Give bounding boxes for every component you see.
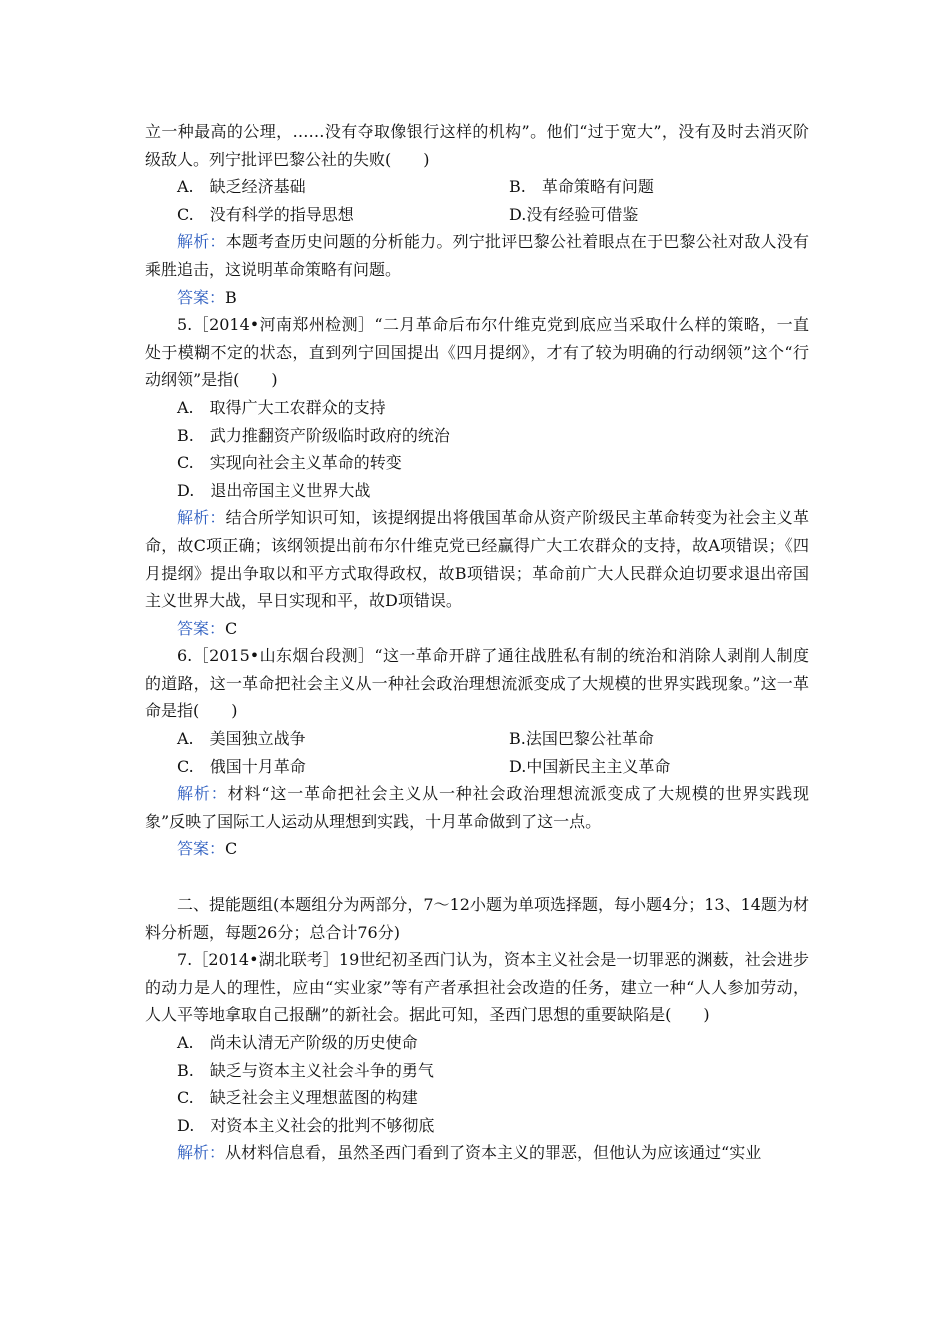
- q4-answer: [145, 284, 809, 312]
- q7-stem: 7.［2014•湖北联考］19世纪初圣西门认为，资本主义社会是一切罪恶的渊薮，社会进步的动力是人的理性，应由“实业家”等有产者承担社会改造的任务，建立一种“人人参加劳动，人人平等地拿取自己报酬”的新社会。据此可知，圣西门思想的重要缺陷是( ): [145, 950, 809, 1025]
- analysis-label: 解析：: [177, 232, 226, 252]
- q6-options-row-1: [145, 725, 809, 753]
- q4-option-c: C. 没有科学的指导思想: [177, 204, 354, 224]
- q6-options-row-2: [145, 753, 809, 781]
- q7-option-d: D. 对资本主义社会的批判不够彻底: [177, 1115, 435, 1135]
- answer-label: 答案：: [177, 287, 226, 307]
- q4-analysis-text: 本题考查历史问题的分析能力。列宁批评巴黎公社着眼点在于巴黎公社对敌人没有乘胜追击，这说明革命策略有问题。: [145, 232, 809, 279]
- q4-options-row-2: [145, 201, 809, 229]
- q7-option-a: A. 尚未认清无产阶级的历史使命: [177, 1033, 418, 1052]
- q4-stem: 立一种最高的公理，……没有夺取像银行这样的机构”。他们“过于宽大”，没有及时去消灭阶级敌人。列宁批评巴黎公社的失败( ): [145, 122, 809, 169]
- q5-option-c: C. 实现向社会主义革命的转变: [177, 453, 402, 473]
- q7-option-b: B. 缺乏与资本主义社会斗争的勇气: [177, 1060, 434, 1080]
- q6-option-b: B.法国巴黎公社革命: [509, 729, 654, 749]
- q6-answer: [145, 835, 809, 863]
- q5-analysis: [145, 504, 809, 614]
- q6-answer-value: C: [225, 839, 238, 859]
- q5-analysis-text: 结合所学知识可知，该提纲提出将俄国革命从资产阶级民主革命转变为社会主义革命，故C项正确；该纲领提出前布尔什维克党已经赢得广大工农群众的支持，故A项错误；《四月提纲》提出争取以和平方式取得政权，故B项错误；革命前广大人民群众迫切要求退出帝国主义世界大战，早日实现和平，故D项错误。: [145, 508, 809, 611]
- q5-stem: 5.［2014•河南郑州检测］“二月革命后布尔什维克党到底应当采取什么样的策略，一直处于模糊不定的状态，直到列宁回国提出《四月提纲》，才有了较为明确的行动纲领”这个“行动纲领”是指( ): [145, 315, 809, 390]
- q4-option-d: D.没有经验可借鉴: [509, 204, 639, 224]
- q5-answer: [145, 615, 809, 643]
- answer-label: 答案：: [177, 618, 226, 638]
- section-spacer: [145, 863, 809, 891]
- q6-analysis: [145, 780, 809, 835]
- q6-option-a: A. 美国独立战争: [177, 729, 306, 749]
- section2-heading: 二、提能题组(本题组分为两部分，7～12小题为单项选择题，每小题4分；13、14题为材料分析题，每题26分；总合计76分): [145, 895, 809, 942]
- analysis-label: 解析：: [177, 508, 226, 528]
- q4-options-row-1: [145, 173, 809, 201]
- q5-answer-value: C: [225, 618, 238, 638]
- answer-label: 答案：: [177, 839, 226, 859]
- q7-analysis-text: 从材料信息看，虽然圣西门看到了资本主义的罪恶，但他认为应该通过“实业: [225, 1143, 762, 1163]
- q4-answer-value: B: [225, 287, 237, 307]
- analysis-label: 解析：: [177, 1143, 226, 1163]
- q6-stem: 6.［2015•山东烟台段测］“这一革命开辟了通往战胜私有制的统治和消除人剥削人制度的道路，这一革命把社会主义从一种社会政治理想流派变成了大规模的世界实践现象。”这一革命是指( ): [145, 646, 809, 721]
- q4-option-a: A. 缺乏经济基础: [177, 177, 306, 197]
- q6-option-c: C. 俄国十月革命: [177, 756, 306, 776]
- q5-option-b: B. 武力推翻资产阶级临时政府的统治: [177, 425, 450, 445]
- analysis-label: 解析：: [177, 784, 228, 804]
- q5-option-d: D. 退出帝国主义世界大战: [177, 480, 371, 500]
- document-page: [145, 118, 809, 1167]
- q6-option-d: D.中国新民主主义革命: [509, 756, 671, 776]
- q4-analysis: [145, 228, 809, 283]
- q6-analysis-text: 材料“这一革命把社会主义从一种社会政治理想流派变成了大规模的世界实践现象”反映了国际工人运动从理想到实践，十月革命做到了这一点。: [145, 784, 809, 831]
- q7-analysis: [145, 1139, 809, 1167]
- q4-option-b: B. 革命策略有问题: [509, 177, 654, 197]
- q5-option-a: A. 取得广大工农群众的支持: [177, 397, 386, 417]
- q7-option-c: C. 缺乏社会主义理想蓝图的构建: [177, 1088, 418, 1108]
